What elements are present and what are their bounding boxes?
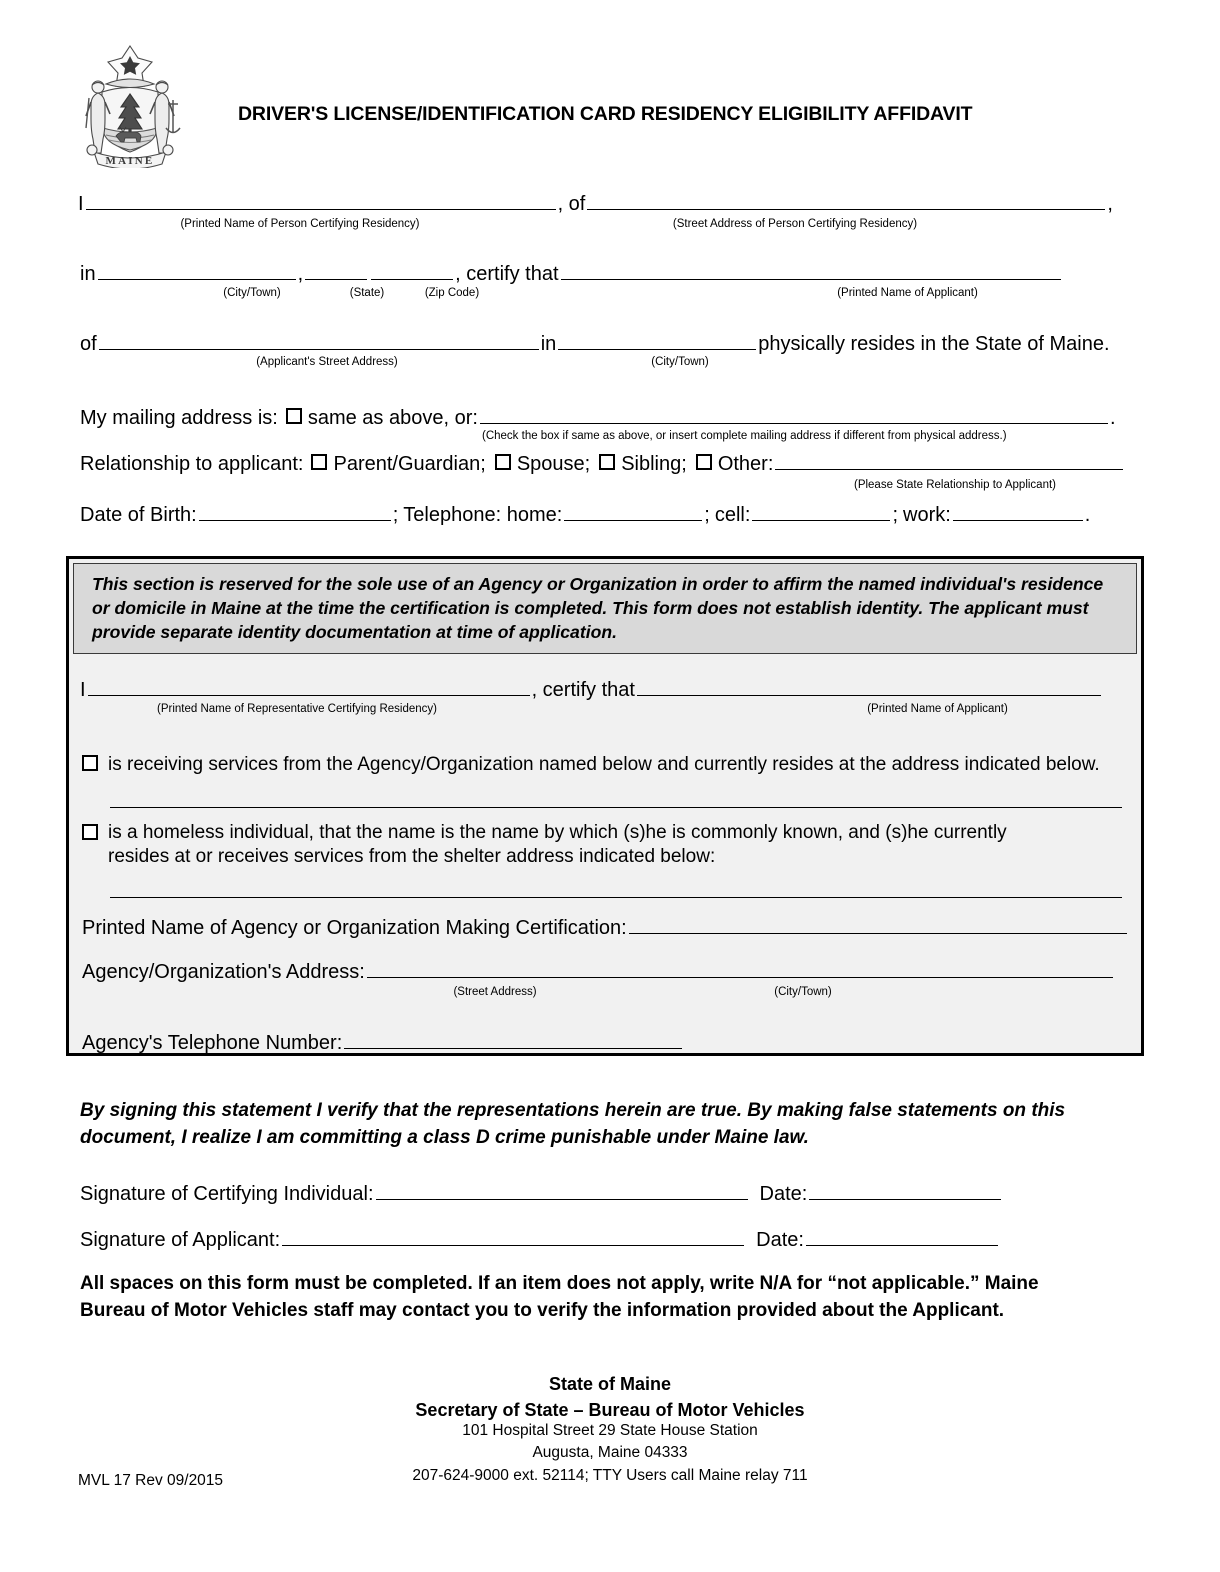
footer-state <box>0 1371 1220 1423</box>
caption-mailing-note: (Check the box if same as above, or insert complete mailing address if different from physical address.) <box>482 430 1007 442</box>
verification-statement: By signing this statement I verify that the representations herein are true. By making false statements on this document, I realize I am committing a class D crime punishable under Maine law. <box>80 1100 1066 1148</box>
line-signature-certifying <box>80 1182 1003 1204</box>
certifier-name-input[interactable] <box>86 192 556 210</box>
caption-certifier-name: (Printed Name of Person Certifying Residency) <box>180 218 420 230</box>
dob-input[interactable] <box>199 503 391 521</box>
sig-certifying-input[interactable] <box>376 1182 748 1200</box>
date-certifying-input[interactable] <box>809 1182 1001 1200</box>
certifier-city-input[interactable] <box>98 262 296 280</box>
date-label-2: Date: <box>756 1229 804 1251</box>
mailing-address-input[interactable] <box>480 406 1108 424</box>
line3-trail: physically resides in the State of Maine. <box>758 333 1110 355</box>
relationship-spouse-checkbox[interactable] <box>495 454 511 470</box>
caption-relationship: (Please State Relationship to Applicant) <box>853 479 1056 491</box>
date-label-1: Date: <box>759 1183 808 1205</box>
relationship-other-input[interactable] <box>775 452 1123 470</box>
agency-address-input[interactable] <box>367 960 1113 978</box>
line-certifier-name-address <box>78 192 1113 214</box>
line2-lead: in <box>80 263 96 285</box>
agency-address-label: Agency/Organization's Address: <box>82 961 365 983</box>
relationship-sibling-checkbox[interactable] <box>599 454 615 470</box>
telephone-cell-label: cell: <box>714 504 751 526</box>
footer-line-3: 101 Hospital Street 29 State House Station <box>462 1422 758 1439</box>
contact-period: . <box>1084 504 1091 526</box>
agency-receiving-services-checkbox[interactable] <box>82 755 98 771</box>
mailing-same-as-above-checkbox[interactable] <box>286 408 302 424</box>
line-dob-telephone <box>80 503 1090 525</box>
relationship-other-checkbox[interactable] <box>696 454 712 470</box>
agency-applicant-name-input[interactable] <box>637 678 1101 696</box>
sig-applicant-input[interactable] <box>282 1228 744 1246</box>
agency-certify-lead: I <box>80 679 86 701</box>
telephone-home-label: Telephone: home: <box>403 504 563 526</box>
caption-state: (State) <box>349 287 385 299</box>
mailing-same-label: same as above, or: <box>307 407 478 429</box>
agency-name-label: Printed Name of Agency or Organization Making Certification: <box>82 917 627 939</box>
caption-city-town-1: (City/Town) <box>223 287 281 299</box>
agency-homeless-text: is a homeless individual, that the name is the name by which (s)he is commonly known, and (s)he currently resides at or receives services from the shelter address indicated below: <box>108 822 1007 867</box>
telephone-cell-input[interactable] <box>752 503 890 521</box>
relationship-option-sibling: Sibling; <box>621 453 687 475</box>
applicant-name-input[interactable] <box>561 262 1061 280</box>
contact-sep-3: ; <box>892 504 898 526</box>
line-signature-applicant <box>80 1228 1000 1250</box>
relationship-option-other: Other: <box>717 453 774 475</box>
line2-certify: , certify that <box>455 263 559 285</box>
relationship-option-parent: Parent/Guardian; <box>333 453 486 475</box>
line2-comma1: , <box>297 263 304 285</box>
form-number: MVL 17 Rev 09/2015 <box>78 1472 224 1489</box>
telephone-home-input[interactable] <box>564 503 702 521</box>
agency-homeless-option <box>82 821 1042 869</box>
caption-applicant-name-2: (Printed Name of Applicant) <box>867 703 1008 715</box>
applicant-city-input[interactable] <box>558 332 756 350</box>
line-city-state-zip-applicant <box>80 262 1063 284</box>
agency-phone-input[interactable] <box>344 1031 682 1049</box>
caption-agency-city: (City/Town) <box>774 986 832 998</box>
telephone-work-input[interactable] <box>953 503 1083 521</box>
relationship-label: Relationship to applicant: <box>80 453 304 475</box>
certifier-zip-input[interactable] <box>371 262 453 280</box>
agency-shelter-address-input[interactable] <box>110 880 1122 898</box>
applicant-street-input[interactable] <box>99 332 539 350</box>
footer-line-1: State of Maine <box>548 1374 672 1394</box>
page-title: DRIVER'S LICENSE/IDENTIFICATION CARD RESIDENCY ELIGIBILITY AFFIDAVIT <box>238 103 973 125</box>
line-mailing-address <box>80 406 1116 428</box>
caption-applicant-street: (Applicant's Street Address) <box>256 356 398 368</box>
line-relationship <box>80 452 1125 474</box>
caption-rep-name: (Printed Name of Representative Certifying Residency) <box>157 703 437 715</box>
agency-certify-mid: , certify that <box>531 679 635 701</box>
contact-sep-1: ; <box>392 504 399 526</box>
line-agency-name <box>82 916 1129 938</box>
agency-services-text: is receiving services from the Agency/Organization named below and currently resides at the address indicated below. <box>108 754 1100 775</box>
caption-agency-street: (Street Address) <box>453 986 537 998</box>
line3-lead: of <box>80 333 97 355</box>
contact-sep-2: ; <box>704 504 710 526</box>
telephone-work-label: work: <box>903 504 951 526</box>
line1-mid: , of <box>557 193 586 215</box>
completion-instructions: All spaces on this form must be completed. If an item does not apply, write N/A for “not applicable.” Maine Bureau of Motor Vehicles staff may contact you to verify the information provided about the Applicant. <box>80 1273 1039 1321</box>
mailing-trail: . <box>1109 407 1116 429</box>
agency-services-address-input[interactable] <box>110 790 1122 808</box>
svg-text:MAINE: MAINE <box>105 155 155 167</box>
agency-homeless-checkbox[interactable] <box>82 824 98 840</box>
line3-mid: in <box>540 333 557 355</box>
line1-lead: I <box>78 193 84 215</box>
dob-label: Date of Birth: <box>80 504 197 526</box>
caption-city-town-2: (City/Town) <box>651 356 709 368</box>
agency-phone-label: Agency's Telephone Number: <box>82 1032 343 1054</box>
sig-applicant-label: Signature of Applicant: <box>80 1229 281 1251</box>
sig-certifying-label: Signature of Certifying Individual: <box>80 1183 374 1205</box>
relationship-parent-guardian-checkbox[interactable] <box>311 454 327 470</box>
date-applicant-input[interactable] <box>806 1228 998 1246</box>
certifier-state-input[interactable] <box>305 262 367 280</box>
agency-notice-text: This section is reserved for the sole use of an Agency or Organization in order to affirm the named individual's residence or domicile in Maine at the time the certification is completed. This form does not establish identity. The applicant must provide separate identity documentation at time of application. <box>92 574 1104 642</box>
caption-zip-code: (Zip Code) <box>424 287 480 299</box>
footer-line-4: Augusta, Maine 04333 <box>532 1444 688 1462</box>
relationship-option-spouse: Spouse; <box>516 453 591 475</box>
line-agency-address <box>82 960 1115 982</box>
agency-name-input[interactable] <box>629 916 1127 934</box>
caption-applicant-name-1: (Printed Name of Applicant) <box>837 287 978 299</box>
line-applicant-address <box>80 332 1110 354</box>
maine-state-seal-icon <box>76 40 184 168</box>
document-header <box>0 0 1220 180</box>
footer-line-2: Secretary of State – Bureau of Motor Vehicles <box>415 1400 805 1421</box>
line-agency-phone <box>82 1031 684 1053</box>
line-agency-certify <box>80 678 1103 700</box>
agency-notice-banner <box>73 563 1137 654</box>
agency-services-option <box>82 752 1122 778</box>
footer-line-5: 207-624-9000 ext. 52114; TTY Users call Maine relay 711 <box>412 1466 808 1484</box>
line1-trail: , <box>1107 193 1113 215</box>
certifier-street-input[interactable] <box>587 192 1105 210</box>
agency-rep-name-input[interactable] <box>88 678 530 696</box>
caption-certifier-address: (Street Address of Person Certifying Residency) <box>672 218 918 230</box>
mailing-label: My mailing address is: <box>80 407 278 429</box>
